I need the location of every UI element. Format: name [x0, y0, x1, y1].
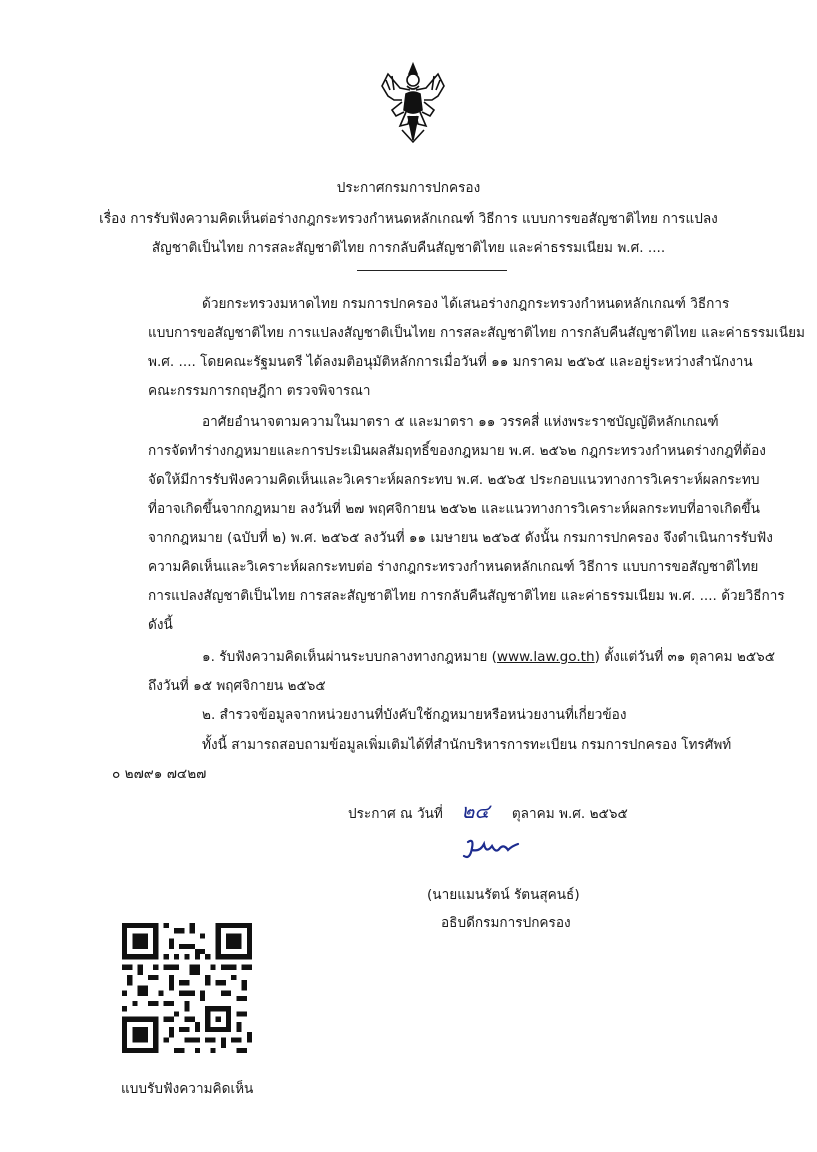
- item-1-line-2: ถึงวันที่ ๑๕ พฤศจิกายน ๒๕๖๕: [148, 678, 326, 694]
- announcement-prefix: ประกาศ ณ วันที่: [348, 806, 443, 822]
- item-1: [202, 645, 775, 667]
- paragraph2-line: จัดให้มีการรับฟังความคิดเห็นและวิเคราะห์ผลกระทบ พ.ศ. ๒๕๖๕ ประกอบแนวทางการวิเคราะห์ผลกระทบ: [148, 472, 760, 488]
- qr-code[interactable]: [122, 923, 252, 1053]
- contact-phone: ๐ ๒๗๙๑ ๗๔๒๗: [112, 766, 207, 782]
- divider: [357, 270, 507, 271]
- paragraph2-line: ที่อาจเกิดขึ้นจากกฎหมาย ลงวันที่ ๒๗ พฤศจิกายน ๒๕๖๒ และแนวทางการวิเคราะห์ผลกระทบที่อาจเกิดขึ้น: [148, 501, 760, 517]
- signatory-title: อธิบดีกรมการปกครอง: [441, 915, 571, 931]
- handwritten-day: ๒๔: [461, 799, 490, 823]
- announcement-suffix: ตุลาคม พ.ศ. ๒๕๖๕: [511, 806, 628, 822]
- paragraph2-line: อาศัยอำนาจตามความในมาตรา ๕ และมาตรา ๑๑ วรรคสี่ แห่งพระราชบัญญัติหลักเกณฑ์: [202, 414, 719, 430]
- paragraph1-line: คณะกรรมการกฤษฎีกา ตรวจพิจารณา: [148, 383, 371, 399]
- item-2: ๒. สำรวจข้อมูลจากหน่วยงานที่บังคับใช้กฎหมายหรือหน่วยงานที่เกี่ยวข้อง: [202, 707, 627, 723]
- issuer-title: ประกาศกรมการปกครอง: [336, 180, 481, 196]
- paragraph2-line: ดังนี้: [148, 617, 173, 633]
- law-website-link[interactable]: www.law.go.th: [496, 649, 595, 665]
- qr-caption: แบบรับฟังความคิดเห็น: [121, 1081, 254, 1097]
- subject-line-2: สัญชาติเป็นไทย การสละสัญชาติไทย การกลับคืนสัญชาติไทย และค่าธรรมเนียม พ.ศ. ....: [151, 240, 666, 256]
- paragraph2-line: การจัดทำร่างกฎหมายและการประเมินผลสัมฤทธิ์ของกฎหมาย พ.ศ. ๒๕๖๒ กฎกระทรวงกำหนดร่างกฎที่ต้อง: [148, 443, 766, 459]
- paragraph2-line: ความคิดเห็นและวิเคราะห์ผลกระทบต่อ ร่างกฎกระทรวงกำหนดหลักเกณฑ์ วิธีการ แบบการขอสัญชาติไทย: [148, 559, 759, 575]
- paragraph1-line: พ.ศ. .... โดยคณะรัฐมนตรี ได้ลงมติอนุมัติหลักการเมื่อวันที่ ๑๑ มกราคม ๒๕๖๕ และอยู่ระหว่างสำนักงาน: [148, 354, 753, 370]
- announcement-date: [348, 795, 628, 827]
- paragraph2-line: การแปลงสัญชาติเป็นไทย การสละสัญชาติไทย การกลับคืนสัญชาติไทย และค่าธรรมเนียม พ.ศ. .... ด้วยวิธีการ: [148, 588, 785, 604]
- signature-icon: [462, 836, 526, 864]
- signatory-name: (นายแมนรัตน์ รัตนสุคนธ์): [427, 887, 580, 903]
- item-1-prefix: ๑. รับฟังความคิดเห็นผ่านระบบกลางทางกฎหมาย (: [202, 649, 497, 665]
- paragraph1-line: ด้วยกระทรวงมหาดไทย กรมการปกครอง ได้เสนอร่างกฎกระทรวงกำหนดหลักเกณฑ์ วิธีการ: [202, 296, 730, 312]
- contact-line-1: ทั้งนี้ สามารถสอบถามข้อมูลเพิ่มเติมได้ที่สำนักบริหารการทะเบียน กรมการปกครอง โทรศัพท์: [202, 737, 732, 753]
- paragraph1-line: แบบการขอสัญชาติไทย การแปลงสัญชาติเป็นไทย การสละสัญชาติไทย การกลับคืนสัญชาติไทย และค่าธรรมเนียม: [148, 325, 806, 341]
- paragraph2-line: จากกฎหมาย (ฉบับที่ ๒) พ.ศ. ๒๕๖๕ ลงวันที่ ๑๑ เมษายน ๒๕๖๕ ดังนั้น กรมการปกครอง จึงดำเนินการรับฟัง: [148, 530, 773, 546]
- garuda-emblem-icon: [378, 60, 448, 144]
- subject-line-1: เรื่อง การรับฟังความคิดเห็นต่อร่างกฎกระทรวงกำหนดหลักเกณฑ์ วิธีการ แบบการขอสัญชาติไทย การแปลง: [99, 211, 718, 227]
- item-1-suffix: ) ตั้งแต่วันที่ ๓๑ ตุลาคม ๒๕๖๕: [594, 649, 776, 665]
